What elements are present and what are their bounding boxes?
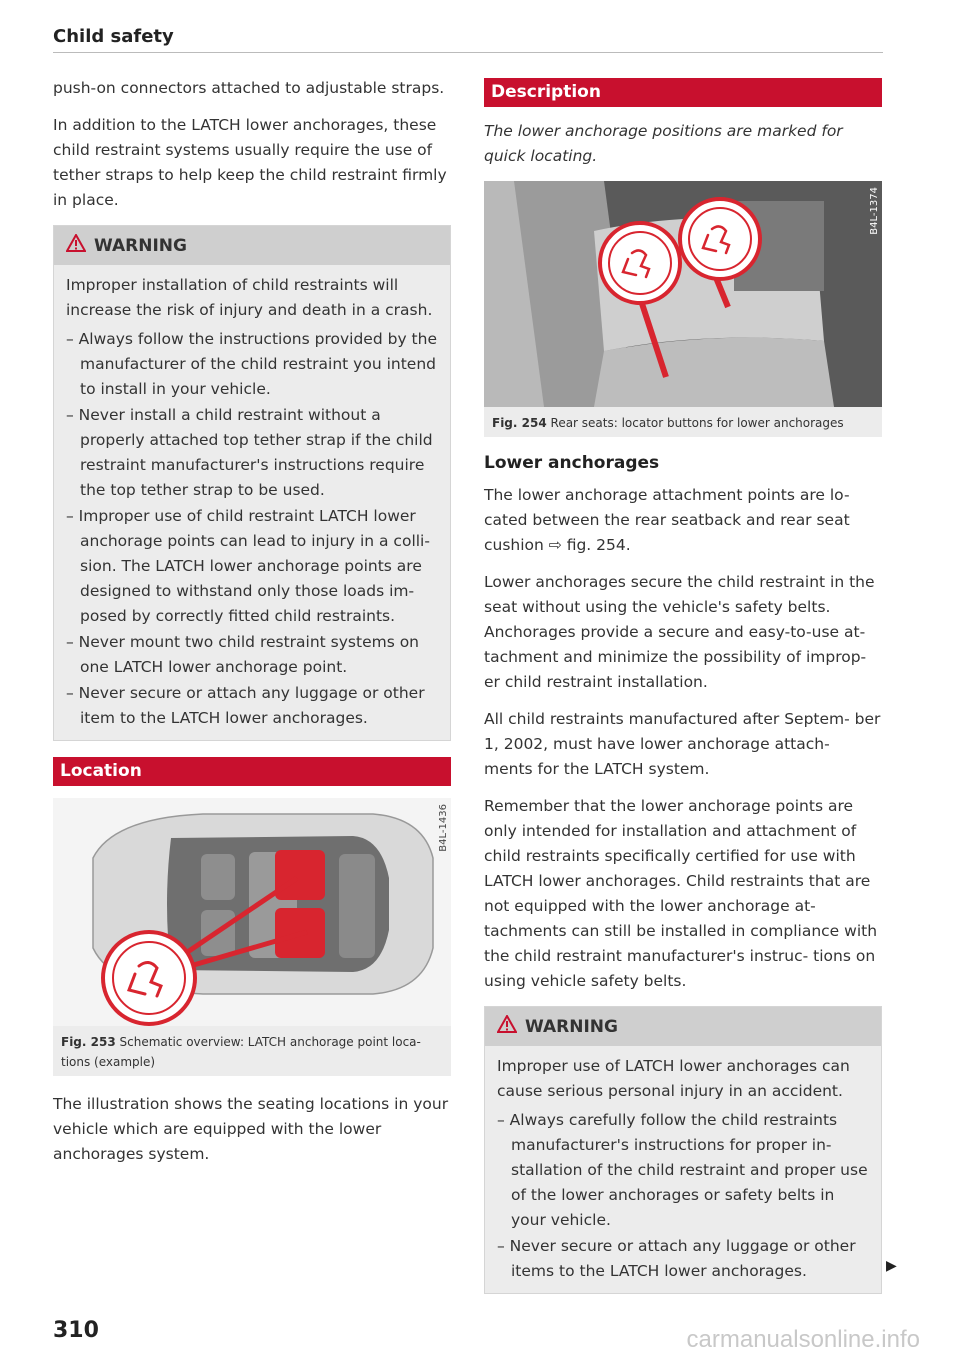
warning-item: – Always follow the instructions provided by the manufacturer of the child restraint you intend to install in your vehicle. (66, 330, 437, 398)
description-intro: The lower anchorage positions are marked for quick locating. (484, 122, 843, 165)
warning-triangle-icon (66, 234, 86, 257)
manufacture-date-paragraph: All child restraints manufactured after Septem- ber 1, 2002, must have lower anchorage attach- ments for the LATCH system. (484, 710, 881, 778)
warning-item: – Never secure or attach any luggage or other item to the LATCH lower anchorages. (66, 684, 425, 727)
certified-restraints-paragraph: Remember that the lower anchorage points are only intended for installation and attachment of child restraints specifically certified for use with LATCH lower anchorages. Child restraints that are not equipped with the lower anchorage at- tachments can still be installed in compliance with the child restraint manufacturer's instruc- tions on using vehicle safety belts. (484, 797, 878, 990)
warning-item: – Never install a child restraint without a properly attached top tether strap if the child restraint manufacturer's instructions require the top tether strap to be used. (66, 406, 433, 499)
warning-header (54, 226, 450, 265)
page-number: 310 (53, 1318, 99, 1343)
figure-caption-text: Schematic overview: LATCH anchorage point loca- tions (example) (61, 1035, 421, 1069)
watermark: carmanualsonline.info (686, 1326, 920, 1353)
section-heading-description: Description (484, 78, 882, 107)
anchorage-purpose-paragraph: Lower anchorages secure the child restraint in the seat without using the vehicle's safety belts. Anchorages provide a secure and easy-to-use at- tachment and minimize the possibility of improp- er child restraint installation. (484, 573, 875, 691)
warning-box-installation (53, 225, 451, 741)
warning-title: WARNING (525, 1016, 618, 1037)
tether-paragraph: In addition to the LATCH lower anchorages, these child restraint systems usually require the use of tether straps to help keep the child restraint firmly in place. (53, 116, 447, 209)
right-column (484, 76, 882, 1310)
warning-item: – Never mount two child restraint systems on one LATCH lower anchorage point. (66, 633, 420, 676)
left-column (53, 76, 451, 1179)
warning-box-latch (484, 1006, 882, 1294)
section-heading-location: Location (53, 757, 451, 786)
car-overview-illustration (53, 798, 451, 1026)
figure-caption (484, 407, 882, 437)
page-header-title: Child safety (53, 26, 174, 47)
intro-text: push-on connectors attached to adjustable straps. (53, 79, 445, 97)
subheading-lower-anchorages: Lower anchorages (484, 453, 660, 473)
rear-seat-illustration (484, 181, 882, 407)
warning-item: – Never secure or attach any luggage or other items to the LATCH lower anchorages. (497, 1237, 856, 1280)
warning-item: – Improper use of child restraint LATCH lower anchorage points can lead to injury in a colli- sion. The LATCH lower anchorage points are designed to withstand only those loads im- posed by correctly fitted child restraints. (66, 507, 430, 625)
triangle-right-icon: ▶ (886, 1258, 897, 1274)
illustration-paragraph: The illustration shows the seating locations in your vehicle which are equipped with the lower anchorages system. (53, 1095, 449, 1163)
figure-caption-text: Rear seats: locator buttons for lower anchorages (550, 416, 844, 430)
figure-label: Fig. 254 (492, 416, 547, 430)
warning-lead: Improper use of LATCH lower anchorages can cause serious personal injury in an accident. (497, 1057, 850, 1100)
rear-seat-photo-icon (484, 181, 882, 407)
figure-254 (484, 181, 882, 437)
figure-253 (53, 798, 451, 1076)
figure-code: B4L-1436 (438, 804, 449, 852)
figure-caption (53, 1026, 451, 1076)
figure-code: B4L-1374 (869, 187, 880, 235)
figure-label: Fig. 253 (61, 1035, 116, 1049)
car-top-view-icon (53, 798, 451, 1026)
warning-header (485, 1007, 881, 1046)
warning-item: – Always carefully follow the child restraints manufacturer's instructions for proper in- stallation of the child restraint and proper use of the lower anchorages or safety belts in your vehicle. (497, 1111, 868, 1229)
header-rule (53, 52, 883, 53)
warning-lead: Improper installation of child restraints will increase the risk of injury and death in a crash. (66, 276, 433, 319)
warning-title: WARNING (94, 235, 187, 256)
warning-triangle-icon (497, 1015, 517, 1038)
anchorage-location-paragraph: The lower anchorage attachment points are lo- cated between the rear seatback and rear seat cushion ⇨ fig. 254. (484, 486, 850, 554)
